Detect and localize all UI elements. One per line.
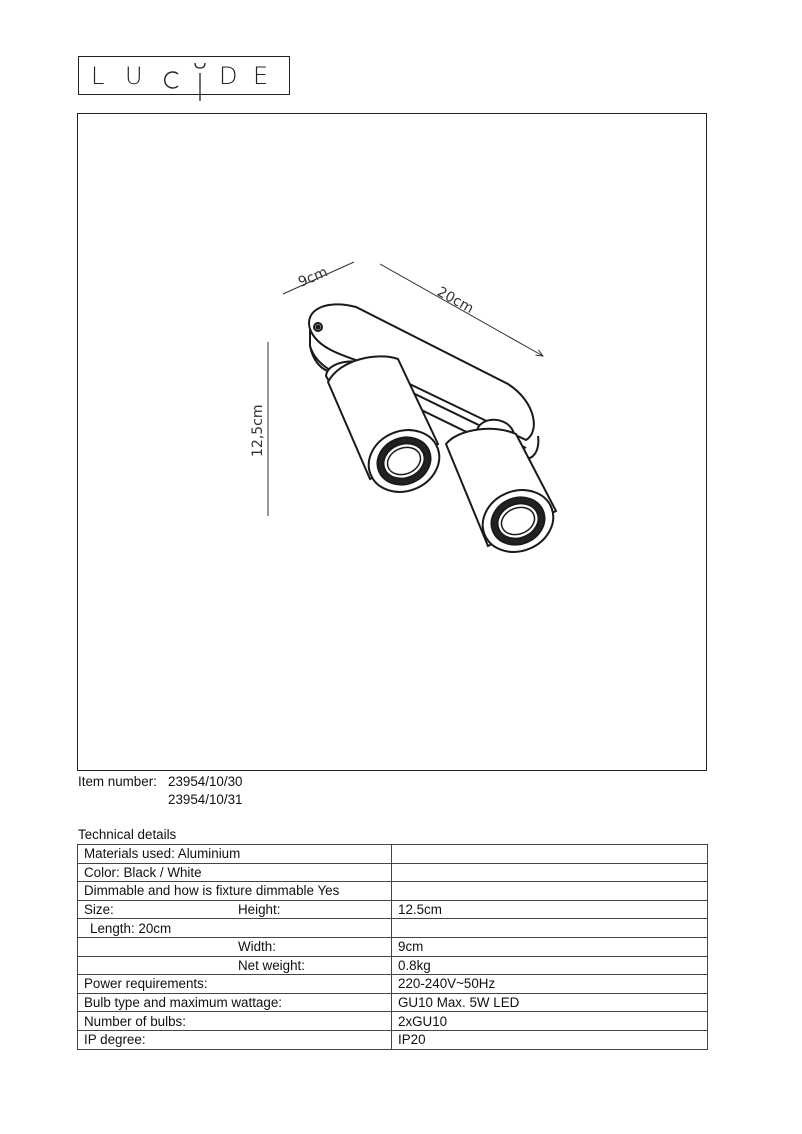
spec-value: 9cm — [392, 937, 708, 956]
spec-value: 12.5cm — [392, 900, 708, 919]
logo-letter: L — [91, 62, 105, 90]
spec-label: Number of bulbs: — [78, 1012, 392, 1031]
dimension-height-label: 12,5cm — [250, 404, 266, 457]
item-number-label: Item number: — [78, 774, 157, 789]
table-row — [78, 845, 708, 864]
spec-label — [78, 900, 392, 919]
table-row — [78, 882, 708, 901]
spec-value — [392, 882, 708, 901]
spec-value — [392, 845, 708, 864]
table-row — [78, 975, 708, 994]
spec-value: IP20 — [392, 1030, 708, 1049]
spec-label — [78, 919, 392, 938]
logo-letter: E — [253, 62, 269, 90]
table-row — [78, 956, 708, 975]
item-number-value: 23954/10/30 — [168, 774, 243, 789]
spec-value — [392, 863, 708, 882]
spec-label: Materials used: Aluminium — [78, 845, 392, 864]
brand-logo — [78, 56, 290, 95]
table-row — [78, 993, 708, 1012]
dimension-length-label: 20cm — [434, 284, 477, 317]
logo-letter-c-shape — [159, 62, 181, 92]
spec-value: 220-240V~50Hz — [392, 975, 708, 994]
spec-label: Bulb type and maximum wattage: — [78, 993, 392, 1012]
technical-details-heading: Technical details — [78, 827, 177, 842]
spec-label: IP degree: — [78, 1030, 392, 1049]
spec-value — [392, 919, 708, 938]
product-drawing — [78, 114, 708, 772]
spec-value: GU10 Max. 5W LED — [392, 993, 708, 1012]
spec-label: Power requirements: — [78, 975, 392, 994]
logo-letter-i-shape — [193, 62, 207, 102]
spotlight-2 — [446, 420, 563, 563]
spec-value: 2xGU10 — [392, 1012, 708, 1031]
spec-label — [78, 937, 392, 956]
spec-value: 0.8kg — [392, 956, 708, 975]
table-row — [78, 900, 708, 919]
spec-label-size: Size: — [84, 902, 114, 918]
table-row — [78, 919, 708, 938]
spec-label-height: Height: — [238, 902, 281, 918]
spec-label: Dimmable and how is fixture dimmable Yes — [78, 882, 392, 901]
table-row — [78, 1030, 708, 1049]
technical-details-table — [77, 844, 708, 1050]
spec-label-net-weight: Net weight: — [238, 957, 305, 973]
spec-label-length: Length: 20cm — [90, 920, 172, 936]
logo-letter: D — [219, 62, 238, 90]
spec-label — [78, 956, 392, 975]
item-number-value: 23954/10/31 — [168, 792, 243, 807]
table-row — [78, 1012, 708, 1031]
logo-letter — [159, 62, 181, 98]
logo-letter — [193, 62, 207, 108]
product-drawing-frame — [77, 113, 707, 771]
spec-label: Color: Black / White — [78, 863, 392, 882]
dimension-width-label: 9cm — [296, 264, 331, 291]
table-row — [78, 937, 708, 956]
table-row — [78, 863, 708, 882]
spec-label-width: Width: — [238, 939, 276, 955]
logo-letter: U — [125, 62, 143, 90]
